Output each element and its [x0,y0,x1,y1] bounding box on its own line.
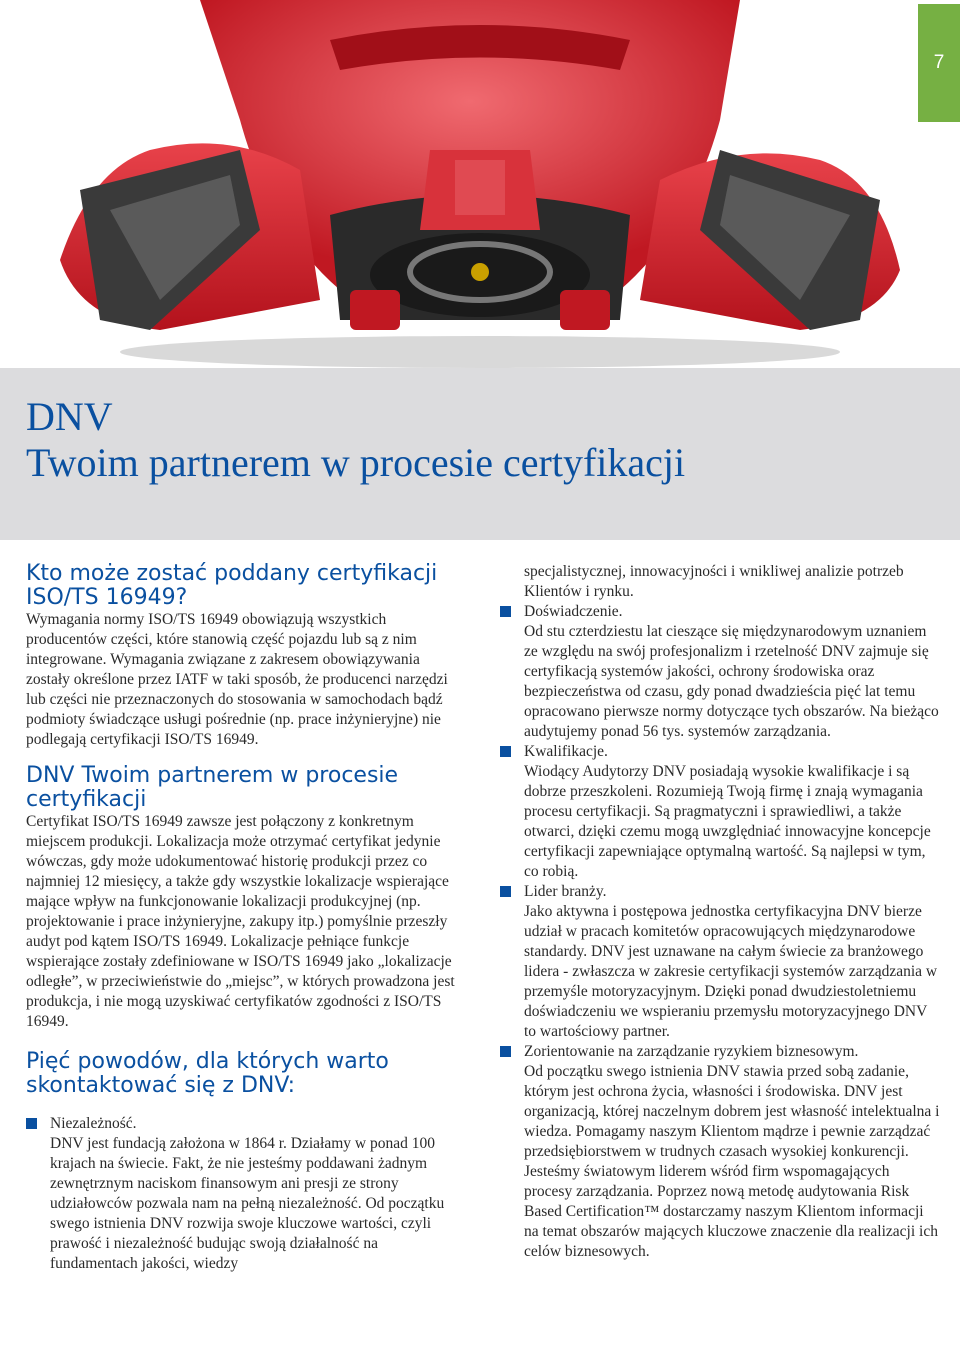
page-number-tab [918,4,960,122]
section-heading-reasons: Pięć powodów, dla których warto skontaktować się z DNV: [26,1049,389,1098]
list-item-text: Od początku swego istnienia DNV stawia przed sobą zadanie, którym jest ochrona życia, własności i środowiska. DNV jest organizacją, której naczelnym dobrem jest własność intelektualna i wiedza. Pomagamy naszym Klientom mądrze i pewnie zarządzać przedsiębiorstwem w trudnych czasach wysokiej konkurencji. Jesteśmy światowym liderem wśród firm wspomagających procesy zarządzania. Poprzez nową metodę audytowania Risk Based Certification™ dostarczamy naszym Klientom informacji na temat obszarów mających kluczowe znaczenie dla realizacji ich celów biznesowych. [524,1063,940,1260]
hero-car-image [0,0,960,368]
paragraph-who: Wymagania normy ISO/TS 16949 obowiązują wszystkich producentów części, które stanowią część pojazdu lub są z nim integrowane. Wymagania związane z zakresem obowiązywania zostały określone przez IATF w taki sposób, że producenci narzędzi lub części nie przeznaczonych do stosowania w samochodach bądź podmioty świadczące usługi pośrednie (np. prace inżynieryjne) nie podlegają certyfikacji ISO/TS 16949. [26,611,448,748]
list-item [500,602,940,742]
left-column [26,562,466,1274]
paragraph-partner: Certyfikat ISO/TS 16949 zawsze jest połączony z konkretnym miejscem produkcji. Lokalizacja może otrzymać certyfikat jedynie wówczas, gdy może udokumentować historię produkcji przez co najmniej 12 miesięcy, a także gdy wszystkie lokalizacje wspierające mające wpływ na funkcjonowanie lokalizacji produkcyjnej (np. projektowanie i prace inżynieryjne, zakupy itp.) pomyślnie przeszły audyt pod kątem ISO/TS 16949. Lokalizacje pełniące funkcje wspierające zostały zdefiniowane w ISO/TS 16949 jako „lokalizacje odległe”, w przeciwieństwie do „miejsc”, w których prowadzona jest produkcja, i nie mogą uzyskiwać certyfikatów zgodności z ISO/TS 16949. [26,813,455,1030]
section-heading-partner: DNV Twoim partnerem w procesie certyfikacji [26,763,399,812]
list-item-title: Lider branży. [524,883,607,900]
square-bullet-icon [26,1118,37,1129]
list-item-text: Od stu czterdziestu lat cieszące się międzynarodowym uznaniem ze względu na swój profesjonalizm i rzetelność DNV zajmuje się certyfikacją systemów jakości, ochrony środowiska oraz bezpieczeństwa od czasu, gdy ponad dwadzieścia pięć lat temu opracowano pierwsze normy dotyczące tych obszarów. Na bieżąco audytujemy ponad 56 tys. systemów zarządzania. [524,623,939,740]
car-illustration [0,0,960,368]
list-item [26,1114,466,1274]
list-item-title: Zorientowanie na zarządzanie ryzykiem biznesowym. [524,1043,859,1060]
square-bullet-icon [500,886,511,897]
page-number: 7 [933,52,945,73]
section-heading-who: Kto może zostać poddany certyfikacji ISO/TS 16949? [26,561,438,610]
banner-title-line2: Twoim partnerem w procesie certyfikacji [26,440,686,485]
square-bullet-icon [500,746,511,757]
banner-title-line1: DNV [26,394,113,439]
right-column [500,562,940,1262]
square-bullet-icon [500,1046,511,1057]
list-item [500,742,940,882]
list-item-title: Niezależność. [50,1115,137,1132]
list-item-title: Kwalifikacje. [524,743,608,760]
list-item [500,882,940,1042]
list-item-text: Jako aktywna i postępowa jednostka certyfikacyjna DNV bierze udział w pracach komitetów opracowujących międzynarodowe standardy. DNV jest uznawane na całym świecie za branżowego lidera - zwłaszcza w zakresie certyfikacji systemów zarządzania w przemyśle motoryzacyjnym. Dzięki ponad dwudziestoletniemu doświadczeniu we wspieraniu przemysłu motoryzacyjnego DNV to wartościowy partner. [524,903,938,1040]
list-item [500,1042,940,1262]
list-item-text: Wiodący Audytorzy DNV posiadają wysokie kwalifikacje i są dobrze przeszkoleni. Rozumieją Twoją firmę i znają wymagania procesu certyfikacji. Są pragmatyczni i sprawiedliwi, a także otwarci, dzięki czemu mogą uwzględniać innowacyjne koncepcje certyfikacji zapewniające optymalną wartość. Są najlepsi w tym, co robią. [524,763,931,880]
list-item-text: DNV jest fundacją założona w 1864 r. Działamy w ponad 100 krajach na świecie. Fakt, że nie jesteśmy poddawani żadnym zewnętrznym naciskom finansowym ani presji ze strony udziałowców pozwala nam na pełną niezależność. Od początku swego istnienia DNV rozwija swoje kluczowe wartości, czyli prawość i niezależność budując swoją działalność na fundamentach jakości, wiedzy [50,1135,445,1272]
list-item-title: Doświadczenie. [524,603,623,620]
reasons-list [26,1114,466,1274]
list-item-continuation: specjalistycznej, innowacyjności i wnikliwej analizie potrzeb Klientów i rynku. [524,563,904,600]
square-bullet-icon [500,606,511,617]
